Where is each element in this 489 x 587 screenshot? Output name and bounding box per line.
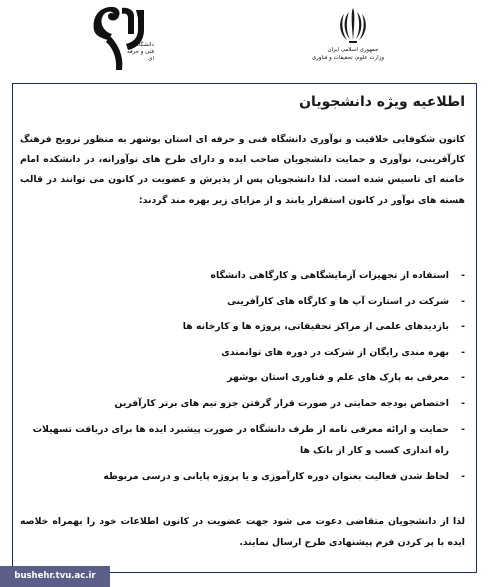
- list-item: [20, 394, 465, 414]
- benefit-text: استفاده از تجهیزات آزمایشگاهی و کارگاهی دانشگاه: [210, 270, 449, 281]
- bullet-dash: -: [461, 270, 465, 281]
- benefits-list: [20, 266, 465, 492]
- ministry-emblem: [311, 6, 384, 70]
- intro-paragraph: کانون شکوفایی خلاقیت و نوآوری دانشگاه فنی و حرفه ای استان بوشهر به منظور ترویج فرهنگ کارآفرینی، نوآوری و حمایت دانشجویان صاحب ایده و دارای طرح های نوآورانه، در دانشکده امام خامنه ای تاسیس شده است. لذا دانشجویان پس از پذیرش و عضویت در کانون می توانند در قالب هسته های نوآور در کانون استقرار یابند و از مزایای زیر بهره مند گردند:: [20, 134, 465, 206]
- bullet-dash: -: [461, 424, 465, 435]
- bullet-dash: -: [461, 470, 465, 482]
- list-item: [20, 317, 465, 337]
- bullet-dash: -: [461, 346, 465, 358]
- list-item: [20, 368, 465, 388]
- bullet-dash: -: [461, 321, 465, 332]
- university-caption-line2: فنی و حرفه ای: [126, 49, 154, 62]
- bullet-dash: -: [461, 397, 465, 409]
- benefit-text: حمایت و ارائه معرفی نامه از طرف دانشگاه در صورت پیشبرد ایده ها برای دریافت تسهیلات راه اندازی کسب و کار از بانک ها: [32, 424, 449, 456]
- benefit-text: شرکت در استارت آپ ها و کارگاه های کارآفرینی: [227, 295, 449, 307]
- closing-paragraph: لذا از دانشجویان متقاضی دعوت می شود جهت عضویت در کانون اطلاعات خود را بهمراه خلاصه ایده با پر کردن فرم پیشنهادی طرح ارسال نمایند.: [20, 516, 465, 548]
- list-item: [20, 419, 465, 461]
- bullet-dash: -: [461, 295, 465, 307]
- benefit-text: لحاظ شدن فعالیت بعنوان دوره کارآموزی و یا پروژه پایانی و درسی مربوطه: [103, 470, 449, 482]
- benefit-text: معرفی به پارک های علم و فناوری استان بوشهر: [227, 372, 449, 383]
- benefit-text: بهره مندی رایگان از شرکت در دوره های توانمندی: [221, 346, 449, 358]
- iran-emblem-icon: [338, 6, 368, 46]
- university-caption-line1: دانشگاه: [135, 42, 154, 48]
- list-item: [20, 343, 465, 363]
- website-footer[interactable]: bushehr.tvu.ac.ir: [0, 566, 110, 587]
- tvu-logo-icon: [88, 4, 150, 74]
- ministry-caption-line2: وزارت علوم، تحقیقات و فناوری: [311, 55, 384, 61]
- announcement-title: اطلاعیه ویژه دانشجویان: [299, 94, 465, 110]
- university-logo: [88, 4, 154, 74]
- list-item: [20, 292, 465, 312]
- benefit-text: بازدیدهای علمی از مراکز تحقیقاتی، پروژه ها و کارخانه ها: [182, 321, 449, 332]
- bullet-dash: -: [461, 372, 465, 383]
- university-caption: [120, 42, 154, 63]
- list-item: [20, 266, 465, 286]
- list-item: [20, 467, 465, 487]
- benefit-text: اختصاص بودجه حمایتی در صورت قرار گرفتن جزو تیم های برتر کارآفرین: [114, 397, 449, 409]
- ministry-caption-line1: جمهوری اسلامی ایران: [327, 47, 379, 53]
